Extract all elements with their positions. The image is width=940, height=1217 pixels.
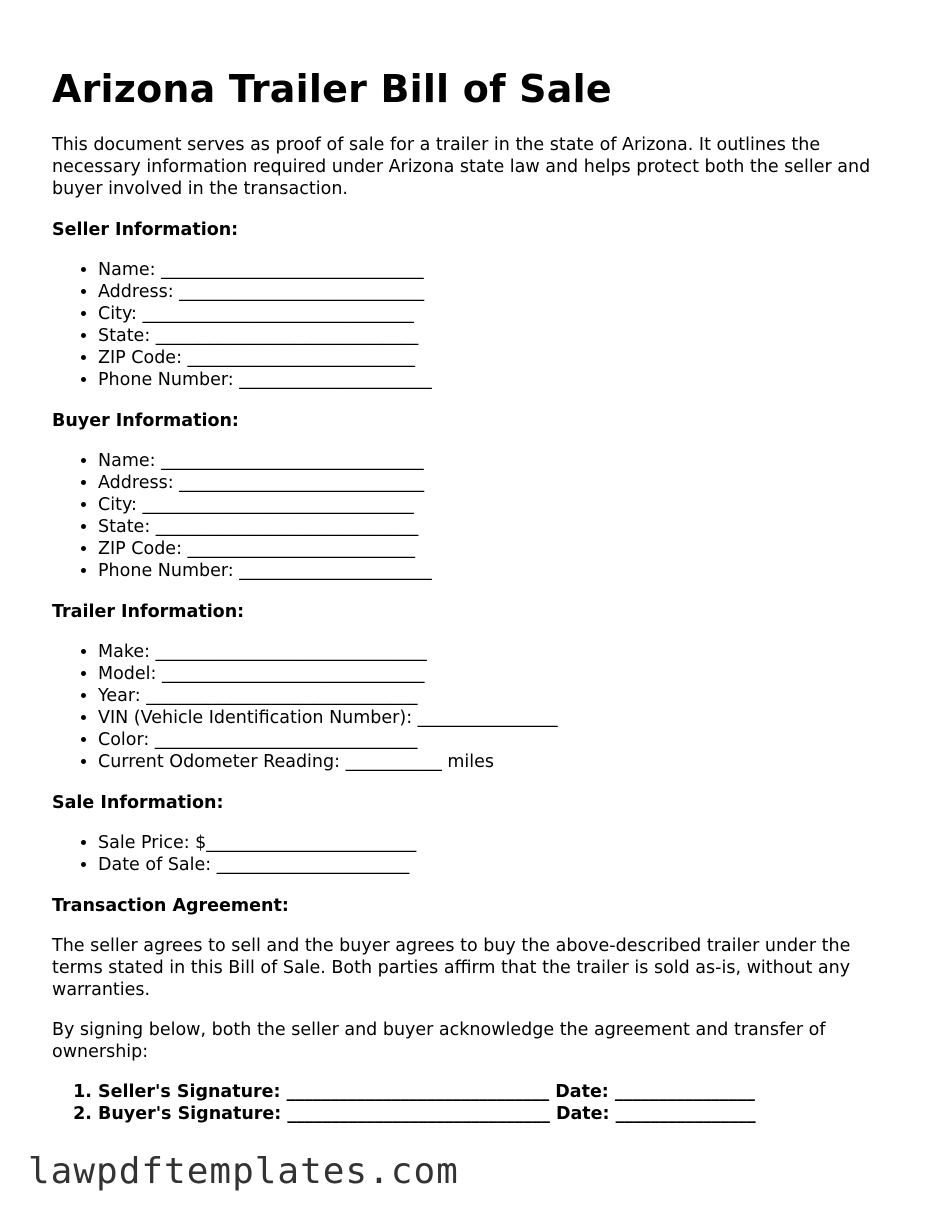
sale-heading: Sale Information: bbox=[52, 793, 224, 813]
acknowledgement-paragraph: By signing below, both the seller and buyer acknowledge the agreement and transfer of ownership: bbox=[52, 1020, 826, 1062]
trailer-make-field[interactable]: • Make: _______________________________ bbox=[98, 641, 892, 663]
page-title: Arizona Trailer Bill of Sale bbox=[52, 67, 612, 111]
seller-phone-field[interactable]: • Phone Number: ______________________ bbox=[98, 369, 892, 391]
trailer-heading: Trailer Information: bbox=[52, 602, 245, 622]
seller-heading: Seller Information: bbox=[52, 220, 239, 240]
seller-zip-field[interactable]: • ZIP Code: __________________________ bbox=[98, 347, 892, 369]
buyer-state-field[interactable]: • State: ______________________________ bbox=[98, 516, 892, 538]
seller-address-field[interactable]: • Address: ____________________________ bbox=[98, 281, 892, 303]
seller-state-field[interactable]: • State: ______________________________ bbox=[98, 325, 892, 347]
seller-name-field[interactable]: • Name: ______________________________ bbox=[98, 259, 892, 281]
buyer-signature-line[interactable]: 2. Buyer's Signature: ______________________________ Date: ________________ bbox=[98, 1103, 892, 1125]
buyer-phone-field[interactable]: • Phone Number: ______________________ bbox=[98, 560, 892, 582]
buyer-city-field[interactable]: • City: _______________________________ bbox=[98, 494, 892, 516]
document bbox=[52, 62, 892, 1125]
agreement-heading: Transaction Agreement: bbox=[52, 896, 289, 916]
signature-list bbox=[52, 1081, 892, 1125]
seller-signature-line[interactable]: 1. Seller's Signature: ______________________________ Date: ________________ bbox=[98, 1081, 892, 1103]
trailer-odometer-field[interactable]: • Current Odometer Reading: ___________ miles bbox=[98, 751, 892, 773]
buyer-zip-field[interactable]: • ZIP Code: __________________________ bbox=[98, 538, 892, 560]
sale-date-field[interactable]: • Date of Sale: ______________________ bbox=[98, 854, 892, 876]
intro-paragraph: This document serves as proof of sale for a trailer in the state of Arizona. It outlines the necessary information required under Arizona state law and helps protect both the seller and buyer involved in the transaction. bbox=[52, 135, 871, 199]
seller-fields bbox=[52, 259, 892, 391]
buyer-name-field[interactable]: • Name: ______________________________ bbox=[98, 450, 892, 472]
trailer-year-field[interactable]: • Year: _______________________________ bbox=[98, 685, 892, 707]
trailer-model-field[interactable]: • Model: ______________________________ bbox=[98, 663, 892, 685]
seller-city-field[interactable]: • City: _______________________________ bbox=[98, 303, 892, 325]
buyer-heading: Buyer Information: bbox=[52, 411, 239, 431]
agreement-paragraph: The seller agrees to sell and the buyer agrees to buy the above-described trailer under the terms stated in this Bill of Sale. Both parties affirm that the trailer is sold as-is, without any warranties. bbox=[52, 936, 851, 1000]
trailer-color-field[interactable]: • Color: ______________________________ bbox=[98, 729, 892, 751]
trailer-vin-field[interactable]: • VIN (Vehicle Identification Number): ________________ bbox=[98, 707, 892, 729]
buyer-fields bbox=[52, 450, 892, 582]
watermark: lawpdftemplates.com bbox=[28, 1151, 459, 1192]
sale-fields bbox=[52, 832, 892, 876]
buyer-address-field[interactable]: • Address: ____________________________ bbox=[98, 472, 892, 494]
sale-price-field[interactable]: • Sale Price: $________________________ bbox=[98, 832, 892, 854]
trailer-fields bbox=[52, 641, 892, 773]
